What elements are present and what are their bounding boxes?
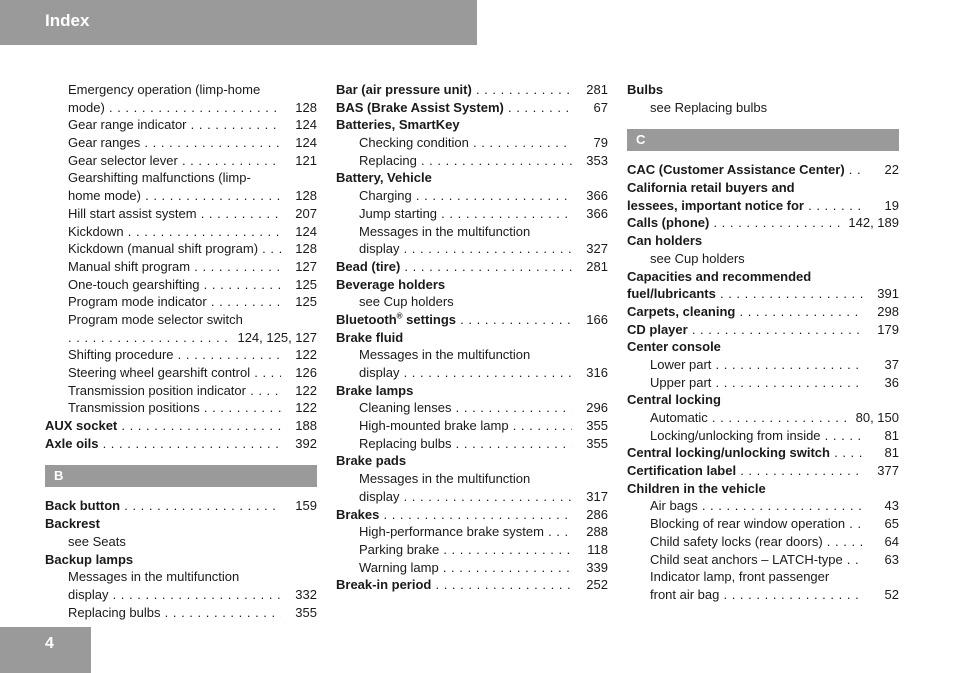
entry-page-ref[interactable]: 288 (580, 523, 608, 541)
entry-page-ref[interactable]: 377 (871, 462, 899, 480)
index-column-2 (336, 81, 608, 594)
entry-label: mode) (68, 99, 105, 115)
entry-text: Messages in the multifunction (68, 569, 240, 585)
index-subentry (45, 293, 317, 311)
entry-page-ref[interactable]: 128 (289, 187, 317, 205)
entry-text: see Seats (68, 533, 126, 549)
index-entry (627, 321, 899, 339)
index-subentry (45, 364, 317, 382)
page-title: Index (45, 11, 90, 30)
header-bar (0, 0, 477, 45)
entry-label: Gear ranges (68, 135, 141, 151)
index-entry (627, 303, 899, 321)
entry-page-ref[interactable]: 317 (580, 488, 608, 506)
page-number: 4 (45, 635, 54, 652)
index-entry (336, 311, 608, 329)
entry-page-ref[interactable]: 142, 189 (842, 214, 899, 232)
entry-label: Shifting procedure (68, 347, 174, 363)
entry-label: Carpets, cleaning (627, 303, 736, 319)
index-subentry (45, 604, 317, 622)
index-subentry (45, 205, 317, 223)
entry-label: BAS (Brake Assist System) (336, 99, 504, 115)
index-column-3 (627, 81, 899, 604)
entry-page-ref[interactable]: 125 (289, 276, 317, 294)
entry-label: Checking condition (359, 135, 469, 151)
entry-label: display (359, 241, 400, 257)
index-subentry (45, 382, 317, 400)
entry-label: Kickdown (manual shift program) (68, 241, 259, 257)
entry-page-ref[interactable]: 296 (580, 399, 608, 417)
page-number-box (0, 627, 91, 673)
entry-label: Gear selector lever (68, 152, 178, 168)
entry-text: Capacities and recommended (627, 268, 812, 284)
index-entry (627, 161, 899, 179)
entry-page-ref[interactable]: 166 (580, 311, 608, 329)
index-subentry (336, 488, 608, 506)
entry-text: Center console (627, 339, 721, 355)
index-subentry-text (336, 223, 608, 241)
index-subentry-text (45, 81, 317, 99)
entry-text: Bulbs (627, 82, 664, 97)
index-subentry-text (336, 470, 608, 488)
index-heading (45, 551, 317, 569)
entry-text: Indicator lamp, front passenger (650, 569, 830, 585)
entry-text: Program mode selector switch (68, 311, 243, 327)
entry-text: Central locking (627, 392, 721, 408)
entry-label: Warning lamp (359, 559, 439, 575)
index-subentry (627, 497, 899, 515)
entry-label: Automatic (650, 410, 708, 425)
index-subentry (336, 541, 608, 559)
index-entry (45, 497, 317, 515)
entry-page-ref[interactable]: 339 (580, 559, 608, 577)
entry-page-ref[interactable]: 37 (879, 356, 899, 374)
entry-text: Battery, Vehicle (336, 170, 432, 186)
index-subentry (45, 346, 317, 364)
entry-page-ref[interactable]: 43 (879, 497, 899, 515)
entry-page-ref[interactable]: 124, 125, 127 (231, 329, 317, 347)
entry-label: Bar (air pressure unit) (336, 82, 472, 97)
entry-text: Brake lamps (336, 382, 414, 398)
entry-label: AUX socket (45, 418, 118, 434)
entry-label: Bead (tire) (336, 258, 401, 274)
entry-label: Replacing bulbs (68, 604, 161, 620)
entry-label: Transmission positions (68, 400, 200, 416)
entry-page-ref[interactable]: 188 (289, 417, 317, 435)
index-heading (336, 116, 608, 134)
entry-page-ref[interactable]: 122 (289, 346, 317, 364)
index-entry (336, 258, 608, 276)
index-subentry (336, 240, 608, 258)
entry-page-ref[interactable]: 36 (879, 374, 899, 392)
entry-label: Parking brake (359, 541, 440, 557)
index-subentry (336, 417, 608, 435)
entry-label: Break-in period (336, 577, 432, 593)
entry-text: see Cup holders (650, 250, 745, 266)
index-subentry (45, 223, 317, 241)
entry-label: Lower part (650, 356, 712, 372)
entry-label: Cleaning lenses (359, 400, 452, 416)
entry-label: Certification label (627, 463, 737, 479)
entry-page-ref[interactable]: 124 (289, 223, 317, 241)
entry-label: Kickdown (68, 223, 124, 239)
index-subentry-text (336, 293, 608, 311)
section-header: B (45, 465, 317, 487)
entry-label: High-mounted brake lamp (359, 418, 509, 434)
entry-page-ref[interactable]: 128 (289, 99, 317, 117)
index-subentry (45, 329, 317, 347)
index-entry (627, 285, 899, 303)
entry-label: Steering wheel gearshift control (68, 365, 251, 380)
index-subentry-text (45, 568, 317, 586)
index-heading (45, 515, 317, 533)
entry-text: Backup lamps (45, 551, 134, 567)
entry-page-ref[interactable]: 19 (879, 197, 899, 215)
entry-text: Beverage holders (336, 276, 446, 292)
entry-label: fuel/lubricants (627, 286, 716, 302)
index-entry (336, 99, 608, 117)
index-subentry-text (45, 169, 317, 187)
entry-label: One-touch gearshifting (68, 276, 200, 292)
entry-text: Brake pads (336, 453, 407, 469)
index-subentry-text (336, 346, 608, 364)
entry-page-ref[interactable]: 207 (289, 205, 317, 223)
index-subentry-text (45, 533, 317, 551)
entry-page-ref[interactable]: 355 (289, 604, 317, 622)
entry-text: Messages in the multifunction (359, 223, 531, 239)
index-heading (627, 480, 899, 498)
entry-page-ref[interactable]: 281 (580, 258, 608, 276)
index-heading (336, 169, 608, 187)
entry-label: Charging (359, 188, 412, 204)
index-subentry (336, 399, 608, 417)
entry-label: Manual shift program (68, 258, 191, 274)
entry-page-ref[interactable]: 332 (289, 586, 317, 604)
index-subentry (336, 152, 608, 170)
entry-page-ref[interactable]: 316 (580, 364, 608, 382)
entry-label: Calls (phone) (627, 215, 710, 231)
entry-text: see Replacing bulbs (650, 99, 768, 115)
entry-label: Jump starting (359, 205, 438, 221)
entry-page-ref[interactable]: 125 (289, 293, 317, 311)
index-subentry (336, 523, 608, 541)
entry-label: Child seat anchors – LATCH-type (650, 551, 843, 567)
entry-label: CAC (Customer Assistance Center) (627, 162, 845, 178)
index-subentry (45, 399, 317, 417)
index-entry (45, 417, 317, 435)
index-column-1 (45, 81, 317, 621)
index-subentry (627, 356, 899, 374)
index-entry (336, 506, 608, 524)
entry-page-ref[interactable]: 81 (879, 427, 899, 445)
section-header: C (627, 129, 899, 151)
index-entry (627, 462, 899, 480)
entry-label: display (68, 586, 109, 602)
entry-page-ref[interactable]: 121 (289, 152, 317, 170)
entry-label: Brakes (336, 506, 380, 522)
index-subentry (45, 99, 317, 117)
index-heading (336, 276, 608, 294)
entry-text: Messages in the multifunction (359, 471, 531, 487)
entry-page-ref[interactable]: 63 (879, 551, 899, 569)
index-subentry (627, 427, 899, 445)
index-subentry (336, 559, 608, 577)
entry-label: front air bag (650, 586, 720, 602)
index-entry (627, 197, 899, 215)
entry-text: Children in the vehicle (627, 480, 766, 496)
entry-page-ref[interactable]: 355 (580, 417, 608, 435)
entry-label: Blocking of rear window operation (650, 516, 846, 532)
entry-page-ref[interactable]: 366 (580, 187, 608, 205)
index-subentry (45, 240, 317, 258)
entry-label: lessees, important notice for (627, 197, 804, 213)
index-entry (336, 81, 608, 99)
index-subentry (627, 515, 899, 533)
entry-page-ref[interactable]: 159 (289, 497, 317, 515)
entry-page-ref[interactable]: 22 (879, 161, 899, 179)
index-heading (627, 268, 899, 286)
index-heading (336, 452, 608, 470)
index-subentry (45, 258, 317, 276)
index-subentry-text (627, 568, 899, 586)
index-heading (627, 391, 899, 409)
index-entry (45, 435, 317, 453)
entry-page-ref[interactable]: 286 (580, 506, 608, 524)
index-subentry (336, 364, 608, 382)
entry-label: CD player (627, 321, 688, 337)
entry-page-ref[interactable]: 122 (289, 382, 317, 400)
entry-label: Gear range indicator (68, 117, 187, 133)
entry-page-ref[interactable]: 355 (580, 435, 608, 453)
index-subentry (45, 276, 317, 294)
entry-label: home mode) (68, 188, 141, 204)
entry-text: Batteries, SmartKey (336, 117, 460, 133)
index-heading (627, 232, 899, 250)
index-entry (336, 576, 608, 594)
index-subentry (45, 116, 317, 134)
entry-text: Backrest (45, 516, 100, 532)
entry-page-ref[interactable]: 128 (289, 240, 317, 258)
entry-label: display (359, 488, 400, 504)
entry-label: Child safety locks (rear doors) (650, 533, 823, 549)
index-subentry (627, 409, 899, 427)
entry-page-ref[interactable]: 252 (580, 576, 608, 594)
index-subentry-text (45, 311, 317, 329)
entry-text: Gearshifting malfunctions (limp- (68, 170, 251, 186)
entry-label: Program mode indicator (68, 294, 207, 310)
index-subentry (627, 551, 899, 569)
index-subentry (336, 435, 608, 453)
entry-page-ref[interactable]: 391 (871, 285, 899, 303)
index-subentry (336, 187, 608, 205)
entry-label: Hill start assist system (68, 205, 197, 221)
entry-label: Replacing (359, 152, 417, 168)
index-heading (336, 329, 608, 347)
entry-page-ref[interactable]: 366 (580, 205, 608, 223)
entry-page-ref[interactable]: 353 (580, 152, 608, 170)
index-subentry-text (627, 250, 899, 268)
entry-page-ref[interactable]: 118 (581, 541, 608, 559)
index-entry (627, 444, 899, 462)
entry-text: Emergency operation (limp-home (68, 82, 261, 97)
index-heading (627, 338, 899, 356)
index-subentry (45, 134, 317, 152)
entry-page-ref[interactable]: 79 (588, 134, 608, 152)
entry-label: Bluetooth® settings (336, 311, 457, 327)
entry-page-ref[interactable]: 126 (289, 364, 317, 382)
index-subentry (336, 205, 608, 223)
entry-text: Messages in the multifunction (359, 347, 531, 363)
entry-label: Axle oils (45, 435, 99, 451)
entry-page-ref[interactable]: 392 (289, 435, 317, 453)
entry-label: Back button (45, 498, 121, 514)
index-subentry (627, 533, 899, 551)
entry-text: Can holders (627, 233, 703, 249)
entry-page-ref[interactable]: 64 (879, 533, 899, 551)
entry-page-ref[interactable]: 124 (289, 116, 317, 134)
entry-label: display (359, 365, 400, 380)
index-heading (627, 179, 899, 197)
index-subentry (627, 374, 899, 392)
entry-page-ref[interactable]: 122 (289, 399, 317, 417)
entry-text: see Cup holders (359, 294, 454, 310)
index-heading (336, 382, 608, 400)
entry-label: Central locking/unlocking switch (627, 445, 830, 461)
entry-page-ref[interactable]: 124 (289, 134, 317, 152)
entry-text: Brake fluid (336, 329, 404, 345)
entry-page-ref[interactable]: 179 (871, 321, 899, 339)
entry-page-ref[interactable]: 52 (879, 586, 899, 604)
entry-label: Air bags (650, 498, 698, 514)
entry-page-ref[interactable]: 298 (871, 303, 899, 321)
entry-text: California retail buyers and (627, 180, 795, 196)
entry-page-ref[interactable]: 67 (588, 99, 608, 117)
entry-page-ref[interactable]: 327 (580, 240, 608, 258)
entry-page-ref[interactable]: 281 (580, 81, 608, 99)
entry-page-ref[interactable]: 127 (289, 258, 317, 276)
index-subentry-text (627, 99, 899, 117)
entry-label: Locking/unlocking from inside (650, 427, 821, 443)
index-heading (627, 81, 899, 99)
entry-label: Upper part (650, 374, 712, 390)
index-subentry (45, 586, 317, 604)
entry-label: High-performance brake system (359, 524, 544, 540)
entry-label: Transmission position indicator (68, 382, 246, 398)
index-subentry (45, 152, 317, 170)
index-subentry (45, 187, 317, 205)
index-entry (627, 214, 899, 232)
index-subentry (336, 134, 608, 152)
entry-page-ref[interactable]: 80, 150 (850, 409, 899, 427)
index-subentry (627, 586, 899, 604)
entry-page-ref[interactable]: 65 (879, 515, 899, 533)
entry-label: Replacing bulbs (359, 435, 452, 451)
entry-page-ref[interactable]: 81 (879, 444, 899, 462)
